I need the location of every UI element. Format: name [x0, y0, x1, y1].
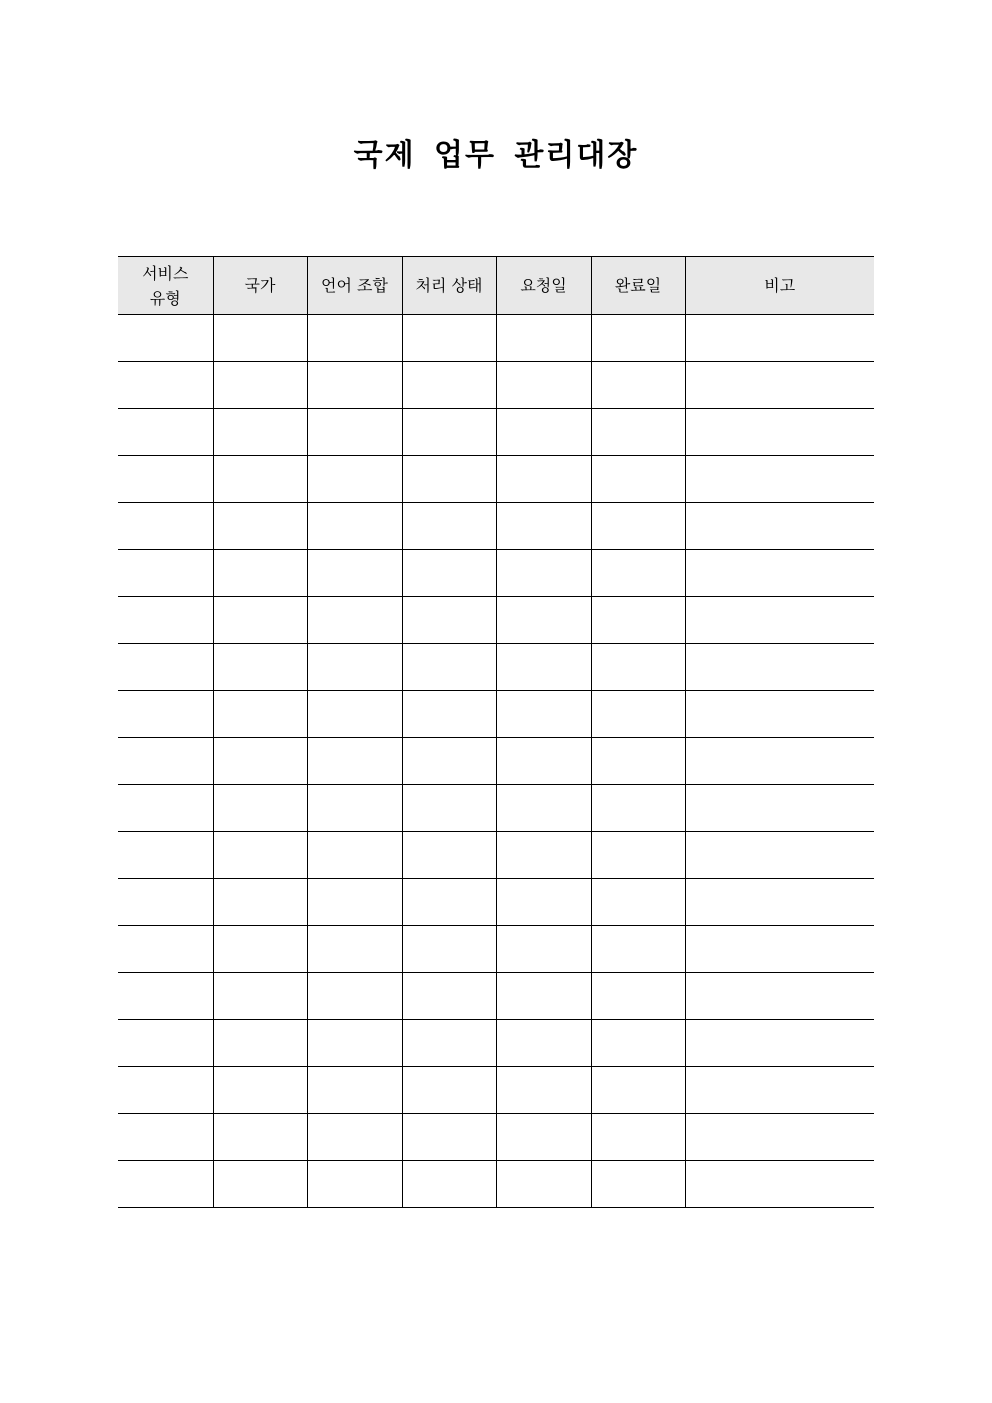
table-cell [685, 973, 874, 1020]
table-cell [402, 832, 496, 879]
table-cell [307, 738, 402, 785]
table-cell [118, 1067, 213, 1114]
table-row [118, 691, 874, 738]
table-cell [213, 550, 307, 597]
table-row [118, 1161, 874, 1208]
table-cell [307, 1020, 402, 1067]
table-row [118, 738, 874, 785]
table-cell [591, 973, 685, 1020]
table-cell [591, 644, 685, 691]
table-cell [591, 597, 685, 644]
table-cell [118, 1161, 213, 1208]
table-cell [118, 315, 213, 362]
table-cell [213, 691, 307, 738]
table-cell [685, 503, 874, 550]
table-cell [402, 926, 496, 973]
table-cell [402, 597, 496, 644]
table-cell [496, 1161, 591, 1208]
table-row [118, 1020, 874, 1067]
table-cell [118, 503, 213, 550]
table-cell [402, 1020, 496, 1067]
table-cell [402, 315, 496, 362]
table-cell [118, 1114, 213, 1161]
table-row [118, 550, 874, 597]
table-cell [685, 644, 874, 691]
table-cell [118, 456, 213, 503]
table-cell [307, 691, 402, 738]
table-cell [591, 1020, 685, 1067]
table-cell [402, 503, 496, 550]
table-row [118, 785, 874, 832]
table-cell [496, 644, 591, 691]
table-cell [402, 409, 496, 456]
table-cell [402, 973, 496, 1020]
table-cell [118, 738, 213, 785]
table-cell [213, 597, 307, 644]
table-cell [213, 785, 307, 832]
table-cell [496, 1020, 591, 1067]
table-cell [307, 832, 402, 879]
table-row [118, 973, 874, 1020]
table-cell [213, 1161, 307, 1208]
table-cell [685, 362, 874, 409]
table-cell [118, 644, 213, 691]
table-cell [307, 409, 402, 456]
table-row [118, 1114, 874, 1161]
table-cell [118, 1020, 213, 1067]
table-cell [402, 644, 496, 691]
table-cell [402, 879, 496, 926]
table-cell [591, 879, 685, 926]
table-header-row [118, 257, 874, 315]
table-cell [496, 456, 591, 503]
table-cell [307, 362, 402, 409]
table-row [118, 597, 874, 644]
table-row [118, 503, 874, 550]
ledger-table [118, 256, 874, 1208]
table-cell [591, 362, 685, 409]
table-cell [591, 315, 685, 362]
table-cell [685, 691, 874, 738]
table-cell [591, 785, 685, 832]
table-row [118, 1067, 874, 1114]
table-cell [118, 550, 213, 597]
table-cell [591, 1161, 685, 1208]
table-cell [118, 879, 213, 926]
table-cell [213, 409, 307, 456]
table-cell [307, 597, 402, 644]
table-cell [496, 1114, 591, 1161]
table-cell [685, 832, 874, 879]
table-cell [496, 409, 591, 456]
table-cell [307, 503, 402, 550]
table-cell [591, 1114, 685, 1161]
table-cell [496, 362, 591, 409]
table-cell [685, 1161, 874, 1208]
table-cell [213, 456, 307, 503]
table-cell [685, 1067, 874, 1114]
table-cell [685, 315, 874, 362]
table-cell [496, 597, 591, 644]
table-cell [685, 550, 874, 597]
table-cell [307, 879, 402, 926]
table-cell [213, 362, 307, 409]
table-cell [213, 832, 307, 879]
table-cell [118, 691, 213, 738]
table-cell [118, 409, 213, 456]
table-cell [402, 1114, 496, 1161]
table-cell [118, 832, 213, 879]
table-cell [591, 503, 685, 550]
table-cell [591, 456, 685, 503]
header-request-date: 요청일 [496, 257, 591, 315]
table-cell [213, 926, 307, 973]
table-cell [591, 550, 685, 597]
table-cell [213, 644, 307, 691]
table-cell [496, 691, 591, 738]
table-row [118, 879, 874, 926]
table-row [118, 362, 874, 409]
table-cell [591, 832, 685, 879]
table-cell [307, 926, 402, 973]
table-cell [496, 1067, 591, 1114]
table-cell [685, 1020, 874, 1067]
table-cell [685, 409, 874, 456]
table-cell [402, 738, 496, 785]
table-row [118, 644, 874, 691]
table-cell [307, 1067, 402, 1114]
header-completion-date: 완료일 [591, 257, 685, 315]
table-cell [685, 597, 874, 644]
table-cell [402, 1161, 496, 1208]
header-status: 처리 상태 [402, 257, 496, 315]
table-cell [307, 973, 402, 1020]
table-cell [118, 362, 213, 409]
table-cell [213, 973, 307, 1020]
table-cell [307, 456, 402, 503]
table-cell [118, 597, 213, 644]
table-cell [402, 785, 496, 832]
table-cell [307, 644, 402, 691]
table-cell [213, 503, 307, 550]
table-cell [591, 409, 685, 456]
table-cell [213, 738, 307, 785]
header-country: 국가 [213, 257, 307, 315]
table-cell [213, 315, 307, 362]
table-cell [402, 362, 496, 409]
table-row [118, 409, 874, 456]
table-row [118, 456, 874, 503]
table-cell [118, 973, 213, 1020]
table-cell [307, 315, 402, 362]
header-service-type: 서비스 유형 [118, 257, 213, 315]
table-cell [496, 503, 591, 550]
header-remarks: 비고 [685, 257, 874, 315]
table-cell [402, 691, 496, 738]
page-title: 국제 업무 관리대장 [353, 138, 639, 173]
table-cell [591, 1067, 685, 1114]
table-cell [307, 1114, 402, 1161]
table-cell [213, 1114, 307, 1161]
table-cell [118, 785, 213, 832]
header-language-pair: 언어 조합 [307, 257, 402, 315]
table-cell [118, 926, 213, 973]
table-cell [307, 785, 402, 832]
table-cell [496, 785, 591, 832]
table-cell [496, 315, 591, 362]
table-cell [402, 456, 496, 503]
table-cell [591, 738, 685, 785]
table-cell [307, 1161, 402, 1208]
table-cell [685, 1114, 874, 1161]
table-cell [591, 926, 685, 973]
table-cell [685, 456, 874, 503]
table-cell [213, 1020, 307, 1067]
table-body [118, 315, 874, 1208]
table-row [118, 315, 874, 362]
table-cell [496, 973, 591, 1020]
table-cell [685, 926, 874, 973]
table-cell [307, 550, 402, 597]
table-cell [685, 879, 874, 926]
table-cell [496, 926, 591, 973]
table-cell [496, 738, 591, 785]
table-cell [496, 550, 591, 597]
table-cell [402, 550, 496, 597]
table-cell [496, 832, 591, 879]
table-cell [685, 785, 874, 832]
table-row [118, 926, 874, 973]
table-cell [685, 738, 874, 785]
table-cell [591, 691, 685, 738]
table-cell [213, 879, 307, 926]
table-cell [213, 1067, 307, 1114]
table-row [118, 832, 874, 879]
table-cell [402, 1067, 496, 1114]
table-cell [496, 879, 591, 926]
